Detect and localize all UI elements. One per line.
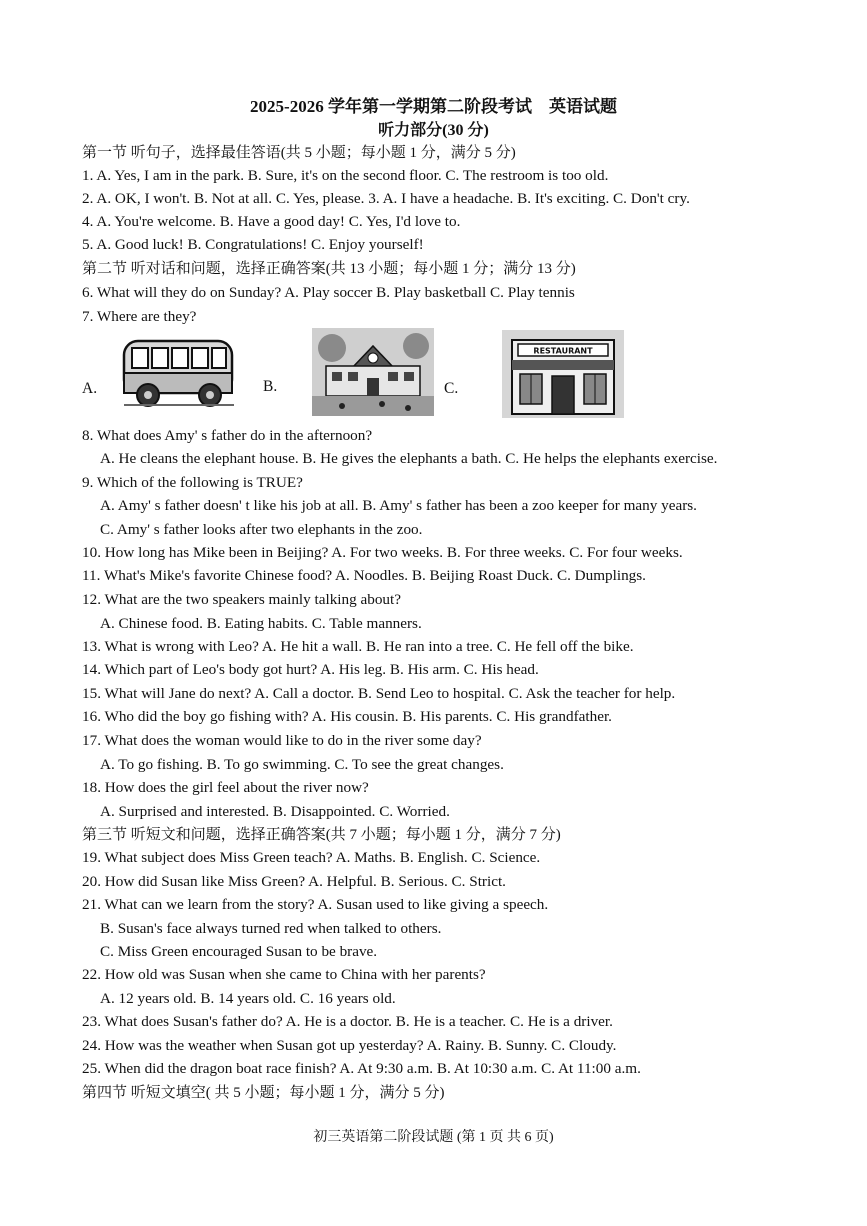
question-22-options: A. 12 years old. B. 14 years old. C. 16 years old. — [100, 990, 396, 1007]
question-20: 20. How did Susan like Miss Green? A. Helpful. B. Serious. C. Strict. — [82, 873, 506, 890]
section-2-heading: 第二节 听对话和问题，选择正确答案(共 13 小题；每小题 1 分；满分 13 分) — [82, 261, 576, 277]
question-9: 9. Which of the following is TRUE? — [82, 474, 303, 491]
school-image — [312, 328, 434, 416]
question-9-options-ab: A. Amy' s father doesn' t like his job at all. B. Amy' s father has been a zoo keeper for many years. — [100, 497, 697, 514]
question-19: 19. What subject does Miss Green teach? A. Maths. B. English. C. Science. — [82, 849, 541, 866]
section-1-heading: 第一节 听句子，选择最佳答语(共 5 小题；每小题 1 分，满分 5 分) — [82, 145, 516, 161]
question-14: 14. Which part of Leo's body got hurt? A. His leg. B. His arm. C. His head. — [82, 661, 539, 678]
question-9-option-c: C. Amy' s father looks after two elephants in the zoo. — [100, 521, 423, 538]
q7-option-c-label: C. — [444, 380, 459, 397]
question-21-option-b: B. Susan's face always turned red when talked to others. — [100, 920, 442, 937]
question-11: 11. What's Mike's favorite Chinese food? A. Noodles. B. Beijing Roast Duck. C. Dumplings. — [82, 567, 646, 584]
question-25: 25. When did the dragon boat race finish? A. At 9:30 a.m. B. At 10:30 a.m. C. At 11:00 a.m. — [82, 1060, 641, 1077]
restaurant-image — [502, 330, 624, 418]
question-21: 21. What can we learn from the story? A. Susan used to like giving a speech. — [82, 896, 549, 913]
question-10: 10. How long has Mike been in Beijing? A. For two weeks. B. For three weeks. C. For four weeks. — [82, 544, 683, 561]
question-16: 16. Who did the boy go fishing with? A. His cousin. B. His parents. C. His grandfather. — [82, 708, 612, 725]
question-7: 7. Where are they? — [82, 308, 197, 325]
question-12: 12. What are the two speakers mainly talking about? — [82, 591, 401, 608]
question-8-options: A. He cleans the elephant house. B. He gives the elephants a bath. C. He helps the elephants exercise. — [100, 450, 718, 467]
question-17: 17. What does the woman would like to do in the river some day? — [82, 732, 482, 749]
question-17-options: A. To go fishing. B. To go swimming. C. To see the great changes. — [100, 756, 504, 773]
question-2-3: 2. A. OK, I won't. B. Not at all. C. Yes, please. 3. A. I have a headache. B. It's exciting. C. Don't cry. — [82, 190, 690, 207]
question-12-options: A. Chinese food. B. Eating habits. C. Table manners. — [100, 615, 422, 632]
page-footer: 初三英语第二阶段试题 (第 1 页 共 6 页) — [313, 1130, 554, 1145]
question-15: 15. What will Jane do next? A. Call a doctor. B. Send Leo to hospital. C. Ask the teacher for help. — [82, 685, 676, 702]
q7-option-a-label: A. — [82, 380, 98, 397]
q7-option-b-label: B. — [263, 378, 278, 395]
exam-subtitle: 听力部分(30 分) — [378, 122, 489, 139]
question-23: 23. What does Susan's father do? A. He is a doctor. B. He is a teacher. C. He is a driver. — [82, 1013, 613, 1030]
bus-image — [118, 333, 240, 411]
question-5: 5. A. Good luck! B. Congratulations! C. Enjoy yourself! — [82, 236, 424, 253]
question-4: 4. A. You're welcome. B. Have a good day! C. Yes, I'd love to. — [82, 213, 461, 230]
section-3-heading: 第三节 听短文和问题，选择正确答案(共 7 小题；每小题 1 分，满分 7 分) — [82, 827, 561, 843]
question-8: 8. What does Amy' s father do in the afternoon? — [82, 427, 373, 444]
exam-title: 2025-2026 学年第一学期第二阶段考试 英语试题 — [250, 97, 617, 116]
question-24: 24. How was the weather when Susan got up yesterday? A. Rainy. B. Sunny. C. Cloudy. — [82, 1037, 617, 1054]
question-21-option-c: C. Miss Green encouraged Susan to be brave. — [100, 943, 378, 960]
question-6: 6. What will they do on Sunday? A. Play soccer B. Play basketball C. Play tennis — [82, 284, 575, 301]
question-18-options: A. Surprised and interested. B. Disappointed. C. Worried. — [100, 803, 450, 820]
question-1: 1. A. Yes, I am in the park. B. Sure, it's on the second floor. C. The restroom is too old. — [82, 167, 609, 184]
restaurant-sign: RESTAURANT — [533, 346, 593, 356]
question-22: 22. How old was Susan when she came to China with her parents? — [82, 966, 486, 983]
section-4-heading: 第四节 听短文填空( 共 5 小题；每小题 1 分，满分 5 分) — [82, 1085, 445, 1101]
question-18: 18. How does the girl feel about the river now? — [82, 779, 369, 796]
question-13: 13. What is wrong with Leo? A. He hit a wall. B. He ran into a tree. C. He fell off the bike. — [82, 638, 634, 655]
